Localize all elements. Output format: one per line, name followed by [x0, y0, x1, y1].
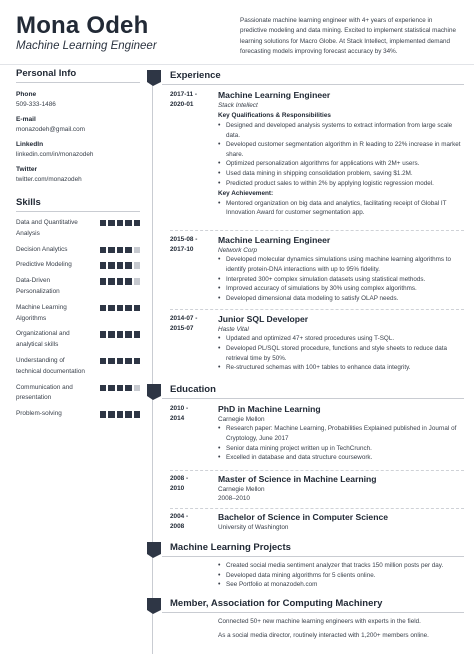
bullet-item: • Optimized personalization algorithms for applications with 2M+ users. — [218, 159, 465, 169]
skill-row — [16, 409, 140, 420]
twitter-value: twitter.com/monazodeh — [16, 176, 82, 183]
job-title: Machine Learning Engineer — [218, 90, 331, 100]
skill-level-meter — [100, 305, 140, 311]
bullet-item: • Developed dimensional data modeling to satisfy OLAP needs. — [218, 294, 465, 304]
skill-name: Communication and presentation — [16, 383, 73, 402]
job-bullets — [218, 255, 465, 303]
skill-dot-filled — [117, 247, 123, 253]
skill-dot-filled — [125, 385, 131, 391]
experience-entry — [170, 90, 465, 218]
experience-entry — [170, 235, 465, 303]
skill-level-meter — [100, 220, 140, 226]
job-title: Machine Learning Engineer — [218, 235, 331, 245]
summary-text: Passionate machine learning engineer with 4+ years of experience in predictive modeling and data mining. Excited to implement statistical machine learning solutions for Macro Globe. At Stack Intellect, implemented demand forecasting models improving forecast accuracy by 34%. — [240, 17, 456, 55]
timeline-line — [152, 84, 153, 654]
membership-line: As a social media director, routinely interacted with 1,200+ members online. — [218, 632, 429, 639]
skill-level-meter — [100, 278, 140, 284]
entry-divider — [170, 470, 464, 471]
skill-level-meter — [100, 262, 140, 268]
education-entry — [170, 404, 465, 463]
skill-dot-filled — [125, 305, 131, 311]
skill-name: Predictive Modeling — [16, 261, 72, 269]
membership-rule — [162, 612, 464, 613]
skill-dot-filled — [100, 331, 106, 337]
skill-dot-filled — [108, 220, 114, 226]
skill-dot-filled — [108, 278, 114, 284]
skill-dot-filled — [125, 262, 131, 268]
skill-level-meter — [100, 247, 140, 253]
school-name: University of Washington — [218, 524, 289, 531]
skill-dot-filled — [108, 385, 114, 391]
bullet-item: • Created social media sentiment analyzer that tracks 150 million posts per day. — [218, 561, 465, 571]
personal-info-heading: Personal Info — [16, 68, 140, 83]
entry-divider — [170, 508, 464, 509]
projects-bullets — [218, 561, 465, 590]
skill-level-meter — [100, 385, 140, 391]
skill-row — [16, 276, 140, 298]
education-entry — [170, 512, 465, 532]
bullet-item: • Developed data mining algorithms for 5 clients online. — [218, 571, 465, 581]
skill-dot-filled — [125, 278, 131, 284]
skill-level-meter — [100, 358, 140, 364]
job-dates: 2015-08 - 2017-10 — [170, 236, 198, 253]
skill-dot-filled — [100, 385, 106, 391]
skill-dot-filled — [108, 358, 114, 364]
achievement-bullets — [218, 199, 465, 218]
skill-row — [16, 356, 140, 378]
education-flag-icon — [147, 384, 161, 396]
skill-name: Problem-solving — [16, 410, 62, 418]
candidate-name: Mona Odeh — [16, 12, 149, 39]
bullet-item: • Developed customer segmentation algorithm in R leading to 22% increase in market share. — [218, 140, 465, 159]
degree-title: Bachelor of Science in Computer Science — [218, 512, 389, 522]
skill-dot-filled — [125, 331, 131, 337]
school-name: Carnegie Mellon — [218, 486, 265, 493]
degree-title: PhD in Machine Learning — [218, 404, 321, 414]
skill-row — [16, 260, 140, 271]
job-title: Junior SQL Developer — [218, 314, 309, 324]
skill-name: Understanding of technical documentation — [16, 356, 85, 375]
skill-dot-filled — [125, 411, 131, 417]
skill-dot-filled — [134, 220, 140, 226]
phone-value: 509-333-1486 — [16, 101, 56, 108]
bullet-item: • Updated and optimized 47+ stored procedures using T-SQL. — [218, 334, 465, 344]
education-dates: 2010 - 2014 — [170, 405, 189, 422]
skill-dot-filled — [117, 278, 123, 284]
skill-row — [16, 245, 140, 256]
skill-name: Data and Quantitative Analysis — [16, 219, 78, 237]
phone-label: Phone — [16, 91, 37, 98]
projects-rule — [162, 556, 464, 557]
skill-dot-filled — [117, 385, 123, 391]
skill-row — [16, 329, 140, 351]
skill-dot-filled — [134, 305, 140, 311]
bullet-item: • Predicted product sales to within 2% by applying logistic regression model. — [218, 179, 465, 189]
job-dates: 2014-07 - 2015-07 — [170, 315, 198, 332]
experience-rule — [162, 84, 464, 85]
bullet-item: • Developed PL/SQL stored procedure, functions and style sheets to reduce data retrieval time by 50%. — [218, 344, 465, 363]
membership-line: Connected 50+ new machine learning engineers with experts in the field. — [218, 618, 421, 625]
experience-heading: Experience — [170, 70, 221, 81]
experience-entry — [170, 314, 465, 373]
skill-name: Organizational and analytical skills — [16, 330, 70, 349]
education-dates: 2008 - 2010 — [170, 475, 189, 492]
resume-header — [0, 0, 474, 64]
achievement-subhead: Key Achievement: — [218, 190, 274, 198]
job-company: Network Corp — [218, 247, 258, 254]
membership-heading: Member, Association for Computing Machinery — [170, 598, 383, 609]
skill-dot-filled — [117, 411, 123, 417]
candidate-title: Machine Learning Engineer — [16, 40, 157, 52]
skill-dot-filled — [134, 411, 140, 417]
skill-row — [16, 303, 140, 325]
skill-dot-filled — [100, 358, 106, 364]
skill-dot-filled — [100, 220, 106, 226]
left-column — [16, 68, 140, 425]
skill-row — [16, 218, 140, 240]
skill-dot-filled — [117, 305, 123, 311]
bullet-item: • Designed and developed analysis systems to extract information from large scale data. — [218, 121, 465, 140]
skill-dot-filled — [100, 278, 106, 284]
entry-divider — [170, 309, 464, 310]
skill-dot-filled — [117, 220, 123, 226]
linkedin-value: linkedin.com/in/monazodeh — [16, 151, 94, 158]
education-dates: 2004 - 2008 — [170, 513, 189, 530]
skill-name: Machine Learning Algorithms — [16, 303, 67, 322]
skill-dot-filled — [100, 305, 106, 311]
skill-dot-filled — [134, 358, 140, 364]
job-dates: 2017-11 - 2020-01 — [170, 91, 198, 108]
skill-dot-empty — [134, 385, 140, 391]
bullet-item: • See Portfolio at monazodeh.com — [218, 580, 465, 590]
skill-level-meter — [100, 331, 140, 337]
projects-entry — [170, 561, 465, 590]
skill-dot-filled — [117, 331, 123, 337]
bullet-item: • Used data mining in shipping consolidation problem, saving $1.2M. — [218, 169, 465, 179]
experience-flag-icon — [147, 70, 161, 82]
skill-name: Decision Analytics — [16, 245, 68, 253]
skill-dot-filled — [117, 262, 123, 268]
entry-divider — [170, 230, 464, 231]
personal-info-list — [16, 91, 140, 183]
skill-dot-filled — [108, 331, 114, 337]
skill-row — [16, 383, 140, 405]
skill-dot-filled — [125, 358, 131, 364]
linkedin-label: LinkedIn — [16, 141, 44, 148]
job-bullets — [218, 334, 465, 372]
skill-dot-filled — [134, 331, 140, 337]
bullet-item: • Developed molecular dynamics simulations using machine learning algorithms to identify protein-DNA interactions with up to 95% fidelity. — [218, 255, 465, 274]
membership-flag-icon — [147, 598, 161, 610]
bullet-item: • Improved accuracy of simulations by 30% using complex algorithms. — [218, 284, 465, 294]
skill-dot-filled — [108, 262, 114, 268]
job-company: Haste Vital — [218, 326, 249, 333]
skill-dot-empty — [134, 278, 140, 284]
bullet-item: • Excelled in database and data structure coursework. — [218, 453, 465, 463]
education-bullets — [218, 424, 465, 462]
skill-dot-filled — [108, 247, 114, 253]
projects-flag-icon — [147, 542, 161, 554]
job-company: Stack Intellect — [218, 102, 258, 109]
skill-level-meter — [100, 411, 140, 417]
skill-dot-filled — [108, 305, 114, 311]
header-divider — [0, 64, 474, 65]
bullet-item: • Senior data mining project written up in TechCrunch. — [218, 444, 465, 454]
education-entry — [170, 474, 465, 503]
education-rule — [162, 398, 464, 399]
skill-dot-filled — [125, 220, 131, 226]
bullet-item: • Re-structured schemas with 100+ tables to enhance data integrity. — [218, 363, 465, 373]
skill-dot-filled — [108, 411, 114, 417]
bullet-item: • Mentored organization on big data and analytics, facilitating receipt of Global IT Innovation Award for customer segmentation app. — [218, 199, 465, 218]
skill-dot-filled — [100, 247, 106, 253]
skill-dot-filled — [125, 247, 131, 253]
school-name: Carnegie Mellon — [218, 416, 265, 423]
skill-dot-empty — [134, 247, 140, 253]
skills-heading: Skills — [16, 197, 140, 212]
skills-list — [16, 218, 140, 420]
qualifications-subhead: Key Qualifications & Responsibilities — [218, 112, 331, 120]
skill-dot-filled — [100, 411, 106, 417]
email-label: E-mail — [16, 116, 36, 123]
twitter-label: Twitter — [16, 166, 38, 173]
bullet-item: • Interpreted 300+ complex simulation datasets using statistical methods. — [218, 275, 465, 285]
education-years: 2008–2010 — [218, 495, 250, 503]
bullet-item: • Research paper: Machine Learning, Probabilities Explained published in Journal of Cryptology, June 2017 — [218, 424, 465, 443]
projects-heading: Machine Learning Projects — [170, 542, 291, 553]
skill-dot-filled — [117, 358, 123, 364]
skill-name: Data-Driven Personalization — [16, 277, 60, 295]
email-value: monazodeh@gmail.com — [16, 126, 86, 133]
skill-dot-filled — [100, 262, 106, 268]
degree-title: Master of Science in Machine Learning — [218, 474, 377, 484]
job-bullets — [218, 121, 465, 188]
skill-dot-empty — [134, 262, 140, 268]
education-heading: Education — [170, 384, 216, 395]
